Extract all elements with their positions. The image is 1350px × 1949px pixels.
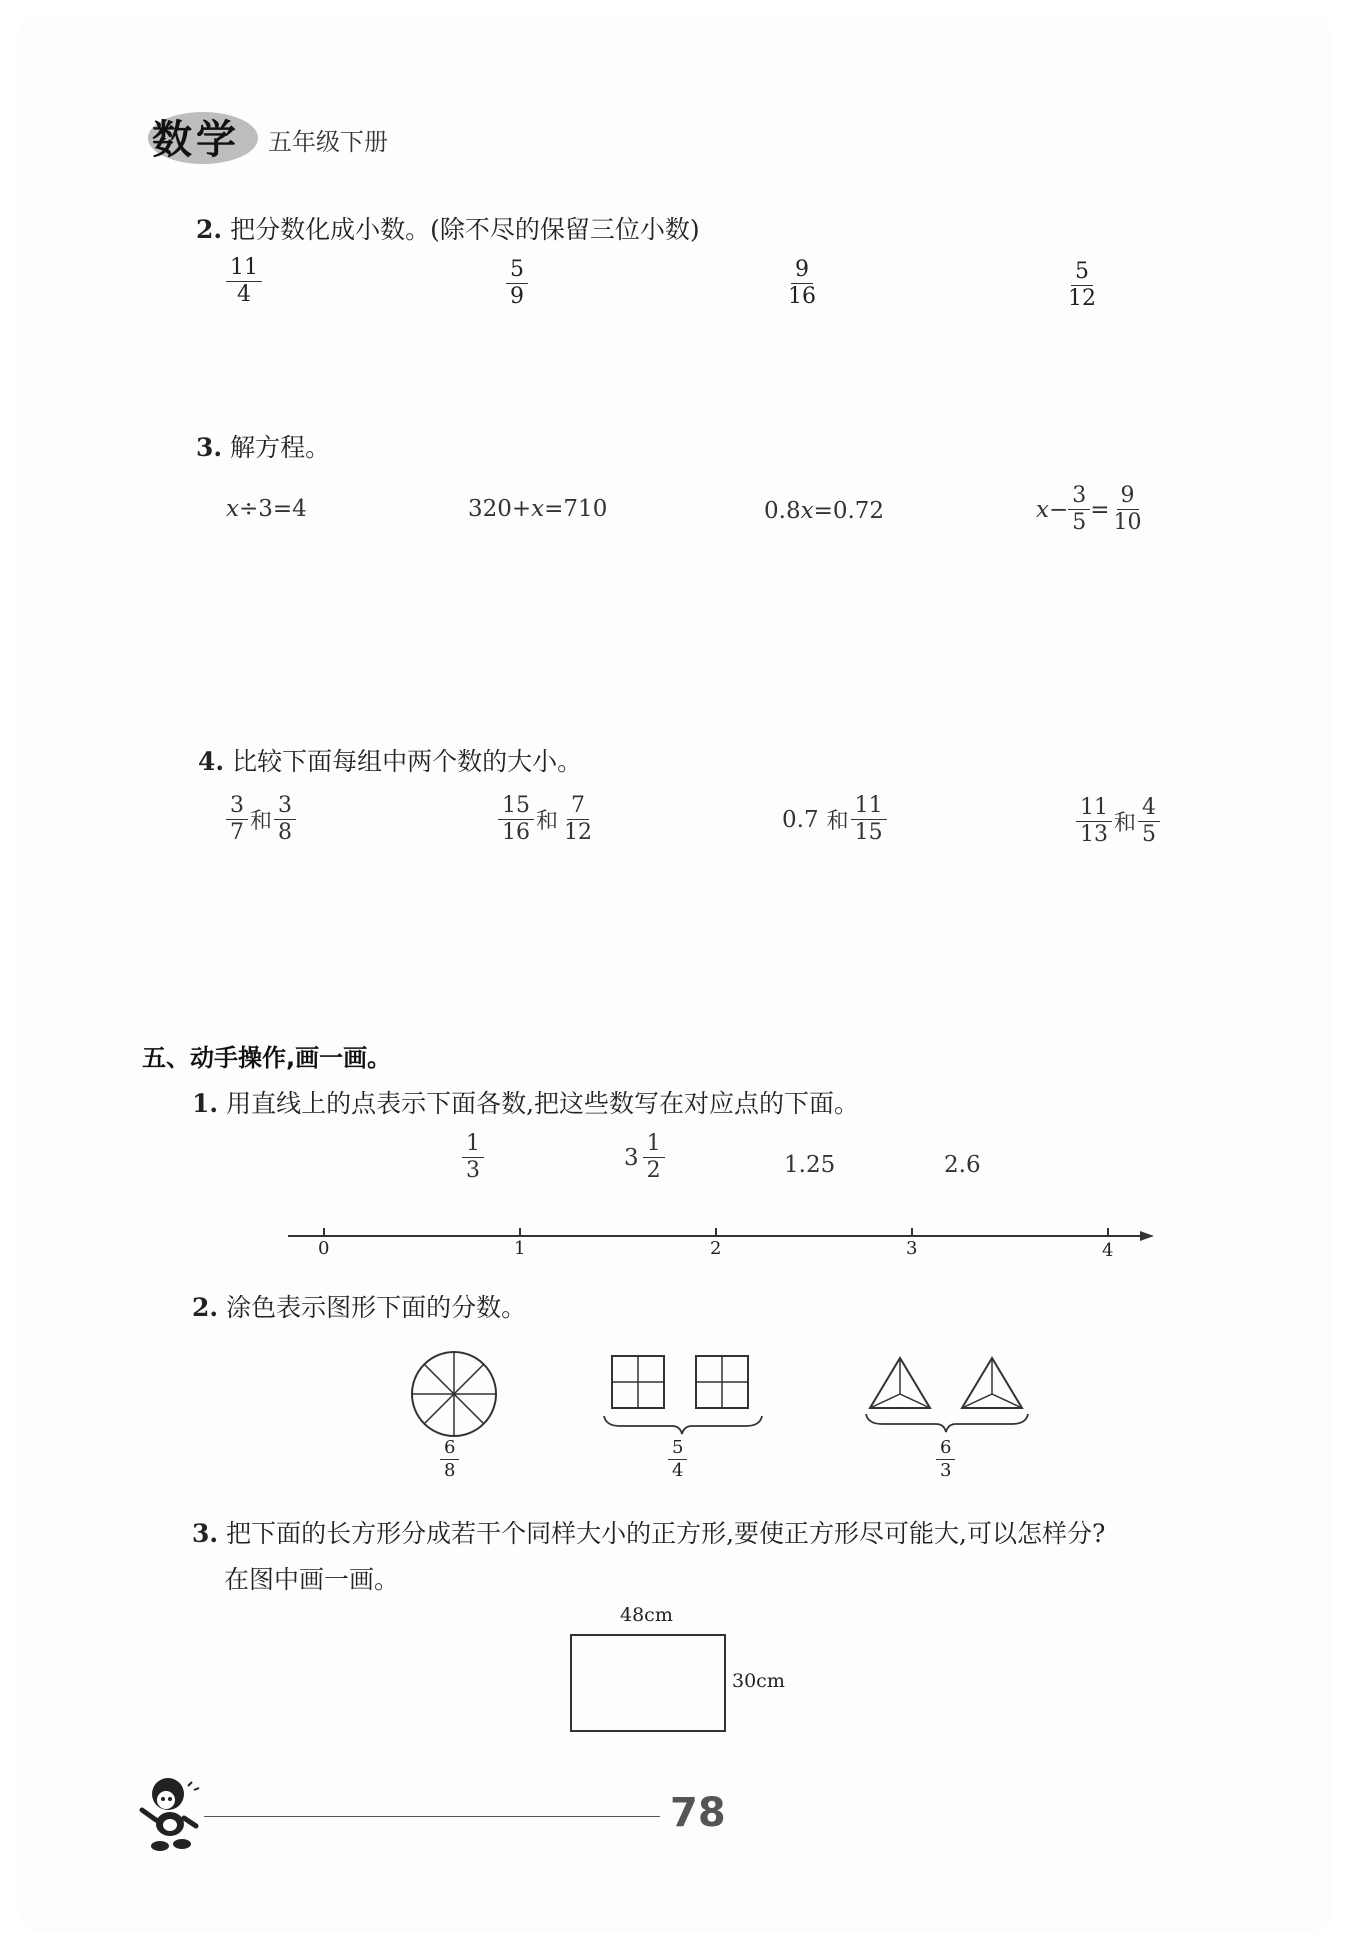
- compare-pair-1: $\frac{3}{7}$ 和 $\frac{3}{8}$: [226, 794, 296, 845]
- q2-fraction-4: $\frac{5}{12}$: [1068, 259, 1096, 312]
- q2-text: 把分数化成小数。(除不尽的保留三位小数): [230, 215, 700, 244]
- cartoon-mascot-icon: [136, 1772, 206, 1858]
- s5-q3-text-line2: 在图中画一画。: [224, 1565, 400, 1594]
- equation-2: 320+ x =710: [468, 496, 608, 522]
- subject-title: 数学: [152, 117, 240, 163]
- footer-rule: [204, 1816, 660, 1817]
- s5-q2-prompt: [192, 1288, 526, 1324]
- value-three-and-half: 3 $\frac{1}{2}$: [624, 1132, 665, 1183]
- equation-3: 0.8 x =0.72: [764, 498, 885, 524]
- s5-q3-text-line1: 把下面的长方形分成若干个同样大小的正方形,要使正方形尽可能大,可以怎样分?: [226, 1519, 1106, 1548]
- grade-subtitle: 五年级下册: [268, 128, 388, 156]
- q4-prompt: [198, 742, 582, 778]
- compare-pair-4: $\frac{11}{13}$ 和 $\frac{4}{5}$: [1076, 796, 1160, 847]
- s5-q2-text: 涂色表示图形下面的分数。: [226, 1293, 527, 1322]
- q2-fraction-3: $\frac{9}{16}$: [788, 257, 816, 310]
- q2-fraction-1: $\frac{11}{4}$: [226, 256, 262, 307]
- rectangle-figure: [570, 1634, 726, 1732]
- s5-q1-prompt: [192, 1084, 859, 1120]
- s5-q3-number: 3.: [192, 1519, 219, 1548]
- s5-q2-number: 2.: [192, 1293, 219, 1322]
- q4-number: 4.: [198, 747, 225, 776]
- circle-eighths-figure: [406, 1346, 502, 1442]
- compare-pair-2: $\frac{15}{16}$ 和 $\frac{7}{12}$: [498, 794, 596, 845]
- equation-1: x ÷3=4: [226, 496, 307, 522]
- tick-label-3: 3: [906, 1238, 918, 1259]
- s5-q3-prompt: [192, 1514, 1105, 1550]
- tick-label-0: 0: [318, 1238, 330, 1259]
- value-one-third: $\frac{1}{3}$: [462, 1132, 484, 1183]
- q2-number: 2.: [196, 215, 223, 244]
- fraction-label-squares: $\frac{5}{4}$: [668, 1438, 687, 1481]
- rect-height-label: 30cm: [732, 1670, 785, 1692]
- tick-label-2: 2: [710, 1238, 722, 1259]
- tick-label-4: 4: [1102, 1240, 1114, 1261]
- fraction-label-circle: $\frac{6}{8}$: [440, 1438, 459, 1481]
- q3-prompt: [196, 428, 330, 464]
- s5-q1-number: 1.: [192, 1089, 219, 1118]
- q3-text: 解方程。: [230, 433, 331, 462]
- fraction-label-triangles: $\frac{6}{3}$: [936, 1438, 955, 1481]
- tick-label-1: 1: [514, 1238, 526, 1259]
- equation-4: x − $\frac{3}{5}$ = $\frac{9}{10}$: [1036, 483, 1142, 536]
- value-2-6: 2.6: [944, 1152, 981, 1178]
- q2-fraction-2: $\frac{5}{9}$: [506, 258, 528, 309]
- two-squares-figure: [600, 1350, 766, 1440]
- q2-prompt: [196, 210, 700, 246]
- section-5-title: 五、动手操作,画一画。: [142, 1044, 392, 1072]
- compare-pair-3: 0.7 和 $\frac{11}{15}$: [782, 794, 887, 845]
- q4-text: 比较下面每组中两个数的大小。: [232, 747, 583, 776]
- two-triangles-figure: [862, 1350, 1032, 1440]
- s5-q1-text: 用直线上的点表示下面各数,把这些数写在对应点的下面。: [226, 1089, 860, 1118]
- value-1-25: 1.25: [784, 1152, 836, 1178]
- q3-number: 3.: [196, 433, 223, 462]
- page-number: 78: [670, 1790, 726, 1836]
- rect-width-label: 48cm: [620, 1604, 673, 1626]
